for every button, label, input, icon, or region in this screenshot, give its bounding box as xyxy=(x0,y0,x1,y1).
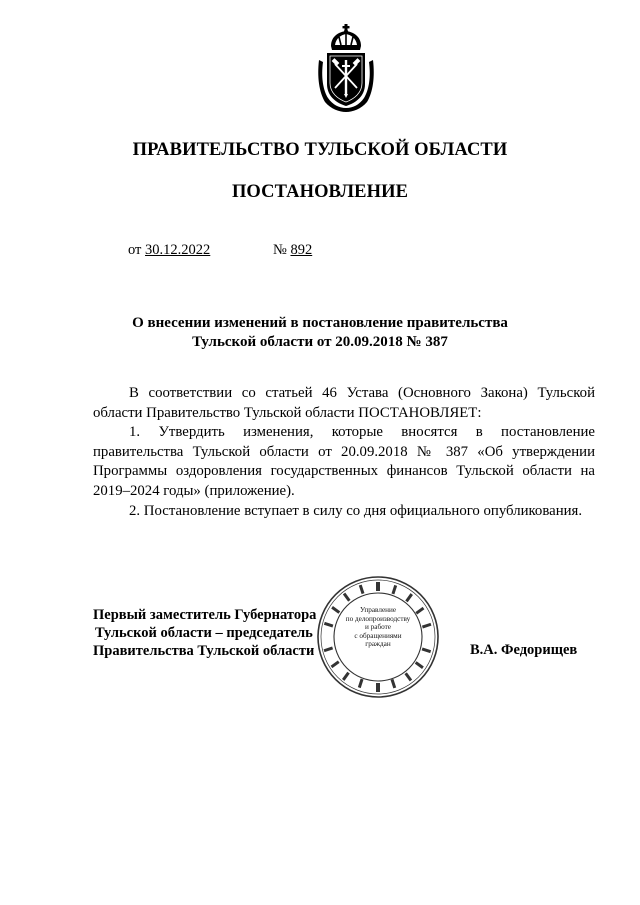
number-prefix: № xyxy=(273,242,287,258)
document-number xyxy=(273,242,312,259)
document-date xyxy=(128,242,210,259)
signer-name: В.А. Федорищев xyxy=(470,642,578,658)
date-value: 30.12.2022 xyxy=(145,242,211,258)
body-paragraph-item-2: 2. Постановление вступает в силу со дня официального опубликования. xyxy=(129,502,583,519)
coat-of-arms-icon xyxy=(315,22,377,114)
document-type-title: ПОСТАНОВЛЕНИЕ xyxy=(231,182,409,202)
number-value: 892 xyxy=(290,242,313,258)
body-paragraph-item-1: 1. Утвердить изменения, которые вносятся в постановление правительства Тульской области от 20.09.2018 № 387 «Об утверждении Программы оздоровления государственных финансов Тульской области на 2019–2024 годы» (приложение). xyxy=(93,424,595,499)
signer-title-line-3: Правительства Тульской области xyxy=(93,643,315,659)
government-title: ПРАВИТЕЛЬСТВО ТУЛЬСКОЙ ОБЛАСТИ xyxy=(132,140,508,160)
signer-title-line-2: Тульской области – председатель xyxy=(95,625,313,641)
document-body xyxy=(93,384,595,521)
stamp-line-3: и работе xyxy=(365,623,391,632)
stamp-line-2: по делопроизводству xyxy=(345,614,411,623)
document-subject xyxy=(0,314,640,352)
stamp-line-1: Управление xyxy=(359,606,397,614)
signer-title xyxy=(93,606,316,660)
subject-line-1: О внесении изменений в постановление правительства xyxy=(132,315,508,331)
date-prefix: от xyxy=(128,242,142,258)
stamp-line-4: с обращениями xyxy=(354,631,402,640)
stamp-center-text xyxy=(335,606,421,649)
stamp-line-5: граждан xyxy=(365,640,391,649)
signer-title-line-1: Первый заместитель Губернатора xyxy=(93,607,317,623)
subject-line-2: Тульской области от 20.09.2018 № 387 xyxy=(192,334,448,350)
body-paragraph-preamble: В соответствии со статьей 46 Устава (Основного Закона) Тульской области Правительство Тульской области ПОСТАНОВЛЯЕТ: xyxy=(93,385,595,421)
